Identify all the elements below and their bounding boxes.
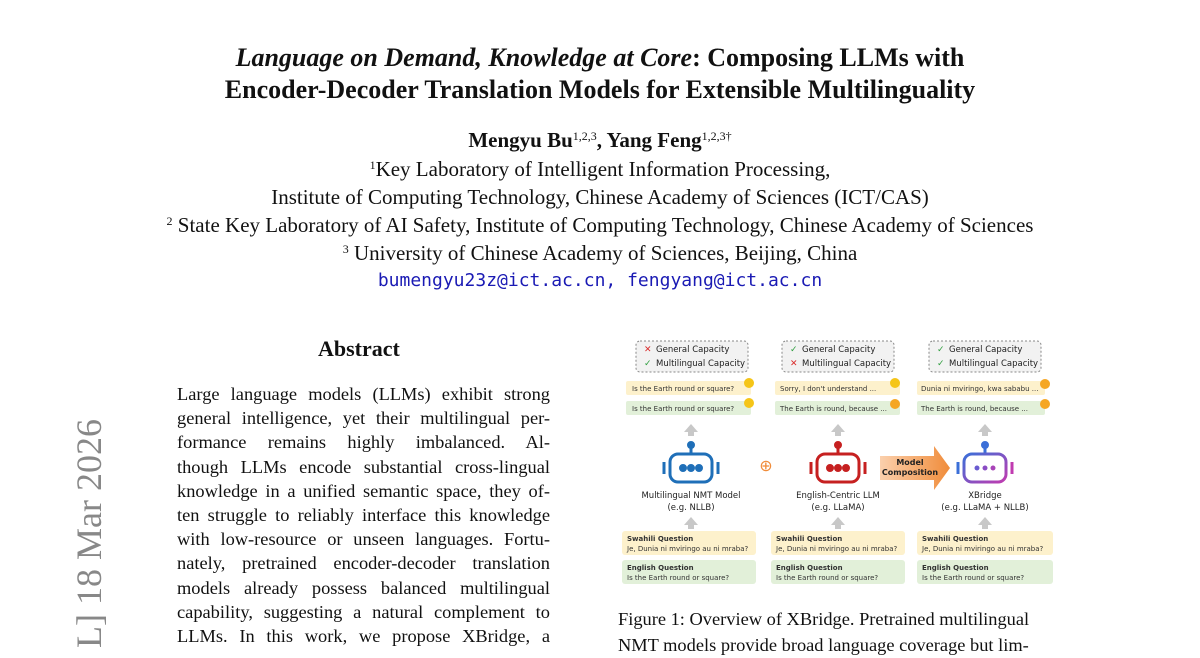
figure-column-nmt	[622, 341, 756, 584]
title-italic-part: Language on Demand, Knowledge at Core	[235, 43, 693, 72]
author-2-name: Yang Feng	[606, 128, 702, 152]
model-name: Multilingual NMT Model	[641, 491, 741, 501]
multilingual-capacity-label: Multilingual Capacity	[656, 359, 746, 369]
english-question-label: English Question	[922, 564, 989, 572]
arxiv-stamp-text: L] 18 Mar 2026	[69, 419, 109, 648]
author-1-sup: 1,2,3	[572, 129, 597, 143]
abstract-line: with low-resource or unseen languages. Fortu-	[177, 529, 550, 550]
up-arrow-icon	[684, 424, 698, 436]
cross-icon: ✕	[790, 359, 798, 369]
affiliation-1-text: Key Laboratory of Intelligent Information Processing,	[375, 157, 831, 181]
model-name: XBridge	[968, 491, 1002, 501]
check-icon: ✓	[790, 345, 798, 355]
general-capacity-label: General Capacity	[949, 345, 1023, 355]
composition-label-line1: Model	[896, 458, 924, 467]
up-arrow-icon	[978, 424, 992, 436]
robot-icon	[811, 443, 865, 483]
title-line2: Encoder-Decoder Translation Models for Extensible Multilinguality	[224, 75, 976, 104]
check-icon: ✓	[937, 345, 945, 355]
abstract-heading: Abstract	[318, 336, 400, 361]
affiliation-3-sup: 3	[342, 242, 349, 256]
email-separator: ,	[605, 270, 628, 291]
swahili-question-label: Swahili Question	[776, 535, 843, 543]
author-separator: ,	[596, 128, 607, 152]
output-text: Is the Earth round or square?	[632, 405, 735, 413]
abstract-line: knowledge in a unified semantic space, they of-	[177, 480, 550, 501]
abstract-line: general intelligence, yet their multilingual per-	[177, 408, 550, 429]
robot-icon	[958, 443, 1012, 483]
swahili-question-label: Swahili Question	[627, 535, 694, 543]
multilingual-capacity-label: Multilingual Capacity	[802, 359, 892, 369]
model-example: (e.g. LLaMA + NLLB)	[941, 503, 1029, 513]
composition-label-line2: Composition	[881, 468, 939, 477]
output-text: Is the Earth round or square?	[632, 385, 735, 393]
model-example: (e.g. LLaMA)	[811, 503, 865, 513]
english-question-text: Is the Earth round or square?	[627, 574, 730, 582]
output-text: Dunia ni mviringo, kwa sababu ...	[921, 385, 1039, 393]
figure-caption	[618, 606, 1048, 658]
abstract-line: LLMs. In this work, we propose XBridge, a	[177, 626, 550, 647]
output-text: The Earth is round, because ...	[780, 405, 888, 413]
robot-icon	[664, 443, 718, 483]
up-arrow-icon	[831, 424, 845, 436]
check-icon: ✓	[644, 359, 652, 369]
affiliation-1-sup: 1	[369, 158, 376, 172]
author-2-sup: 1,2,3†	[701, 129, 732, 143]
emoji-icon	[890, 399, 900, 409]
affiliation-2-text: State Key Laboratory of AI Safety, Institute of Computing Technology, Chinese Academy of Sciences	[172, 213, 1034, 237]
general-capacity-label: General Capacity	[802, 345, 876, 355]
emoji-icon	[744, 398, 754, 408]
emoji-icon	[744, 378, 754, 388]
emoji-icon	[1040, 399, 1050, 409]
abstract-line: nately, pretrained encoder-decoder translation	[177, 553, 550, 574]
emoji-icon	[1040, 379, 1050, 389]
english-question-label: English Question	[776, 564, 843, 572]
email-2-link[interactable]: fengyang@ict.ac.cn	[627, 270, 823, 291]
check-icon: ✓	[937, 359, 945, 369]
english-question-text: Is the Earth round or square?	[922, 574, 1025, 582]
plus-icon: ⊕	[759, 456, 773, 475]
abstract-line: capability, suggesting a natural complement to	[177, 601, 550, 622]
english-question-text: Is the Earth round or square?	[776, 574, 879, 582]
swahili-question-text: Je, Dunia ni mviringo au ni mraba?	[922, 545, 1044, 553]
general-capacity-label: General Capacity	[656, 345, 730, 355]
caption-line: NMT models provide broad language coverage but lim-	[618, 635, 1029, 655]
abstract-line: formance remains highly imbalanced. Al-	[177, 432, 550, 453]
author-1-name: Mengyu Bu	[468, 128, 573, 152]
up-arrow-icon	[684, 517, 698, 529]
affiliation-2-sup: 2	[166, 214, 173, 228]
english-question-label: English Question	[627, 564, 694, 572]
multilingual-capacity-label: Multilingual Capacity	[949, 359, 1039, 369]
abstract-line: Large language models (LLMs) exhibit strong	[177, 384, 550, 404]
model-composition-arrow	[880, 446, 950, 490]
cross-icon: ✕	[644, 345, 652, 355]
up-arrow-icon	[978, 517, 992, 529]
up-arrow-icon	[831, 517, 845, 529]
emoji-icon	[890, 378, 900, 388]
model-example: (e.g. NLLB)	[667, 503, 715, 513]
swahili-question-label: Swahili Question	[922, 535, 989, 543]
caption-line: Figure 1: Overview of XBridge. Pretrained multilingual	[618, 609, 1030, 629]
abstract-line: models already possess balanced multilingual	[177, 577, 550, 598]
abstract-line: though LLMs encode substantial cross-lingual	[177, 456, 550, 477]
output-text: Sorry, I don't understand ...	[780, 385, 877, 393]
model-name: English-Centric LLM	[796, 491, 880, 501]
abstract-line: ten struggle to reliably interface this knowledge	[177, 505, 550, 526]
email-1-link[interactable]: bumengyu23z@ict.ac.cn	[377, 270, 606, 291]
affiliation-1-line2: Institute of Computing Technology, Chinese Academy of Sciences (ICT/CAS)	[271, 185, 929, 209]
swahili-question-text: Je, Dunia ni mviringo au ni mraba?	[776, 545, 898, 553]
output-text: The Earth is round, because ...	[921, 405, 1029, 413]
title-rest-line1: : Composing LLMs with	[692, 43, 965, 72]
swahili-question-text: Je, Dunia ni mviringo au ni mraba?	[627, 545, 749, 553]
affiliation-3-text: University of Chinese Academy of Sciences, Beijing, China	[348, 241, 858, 265]
